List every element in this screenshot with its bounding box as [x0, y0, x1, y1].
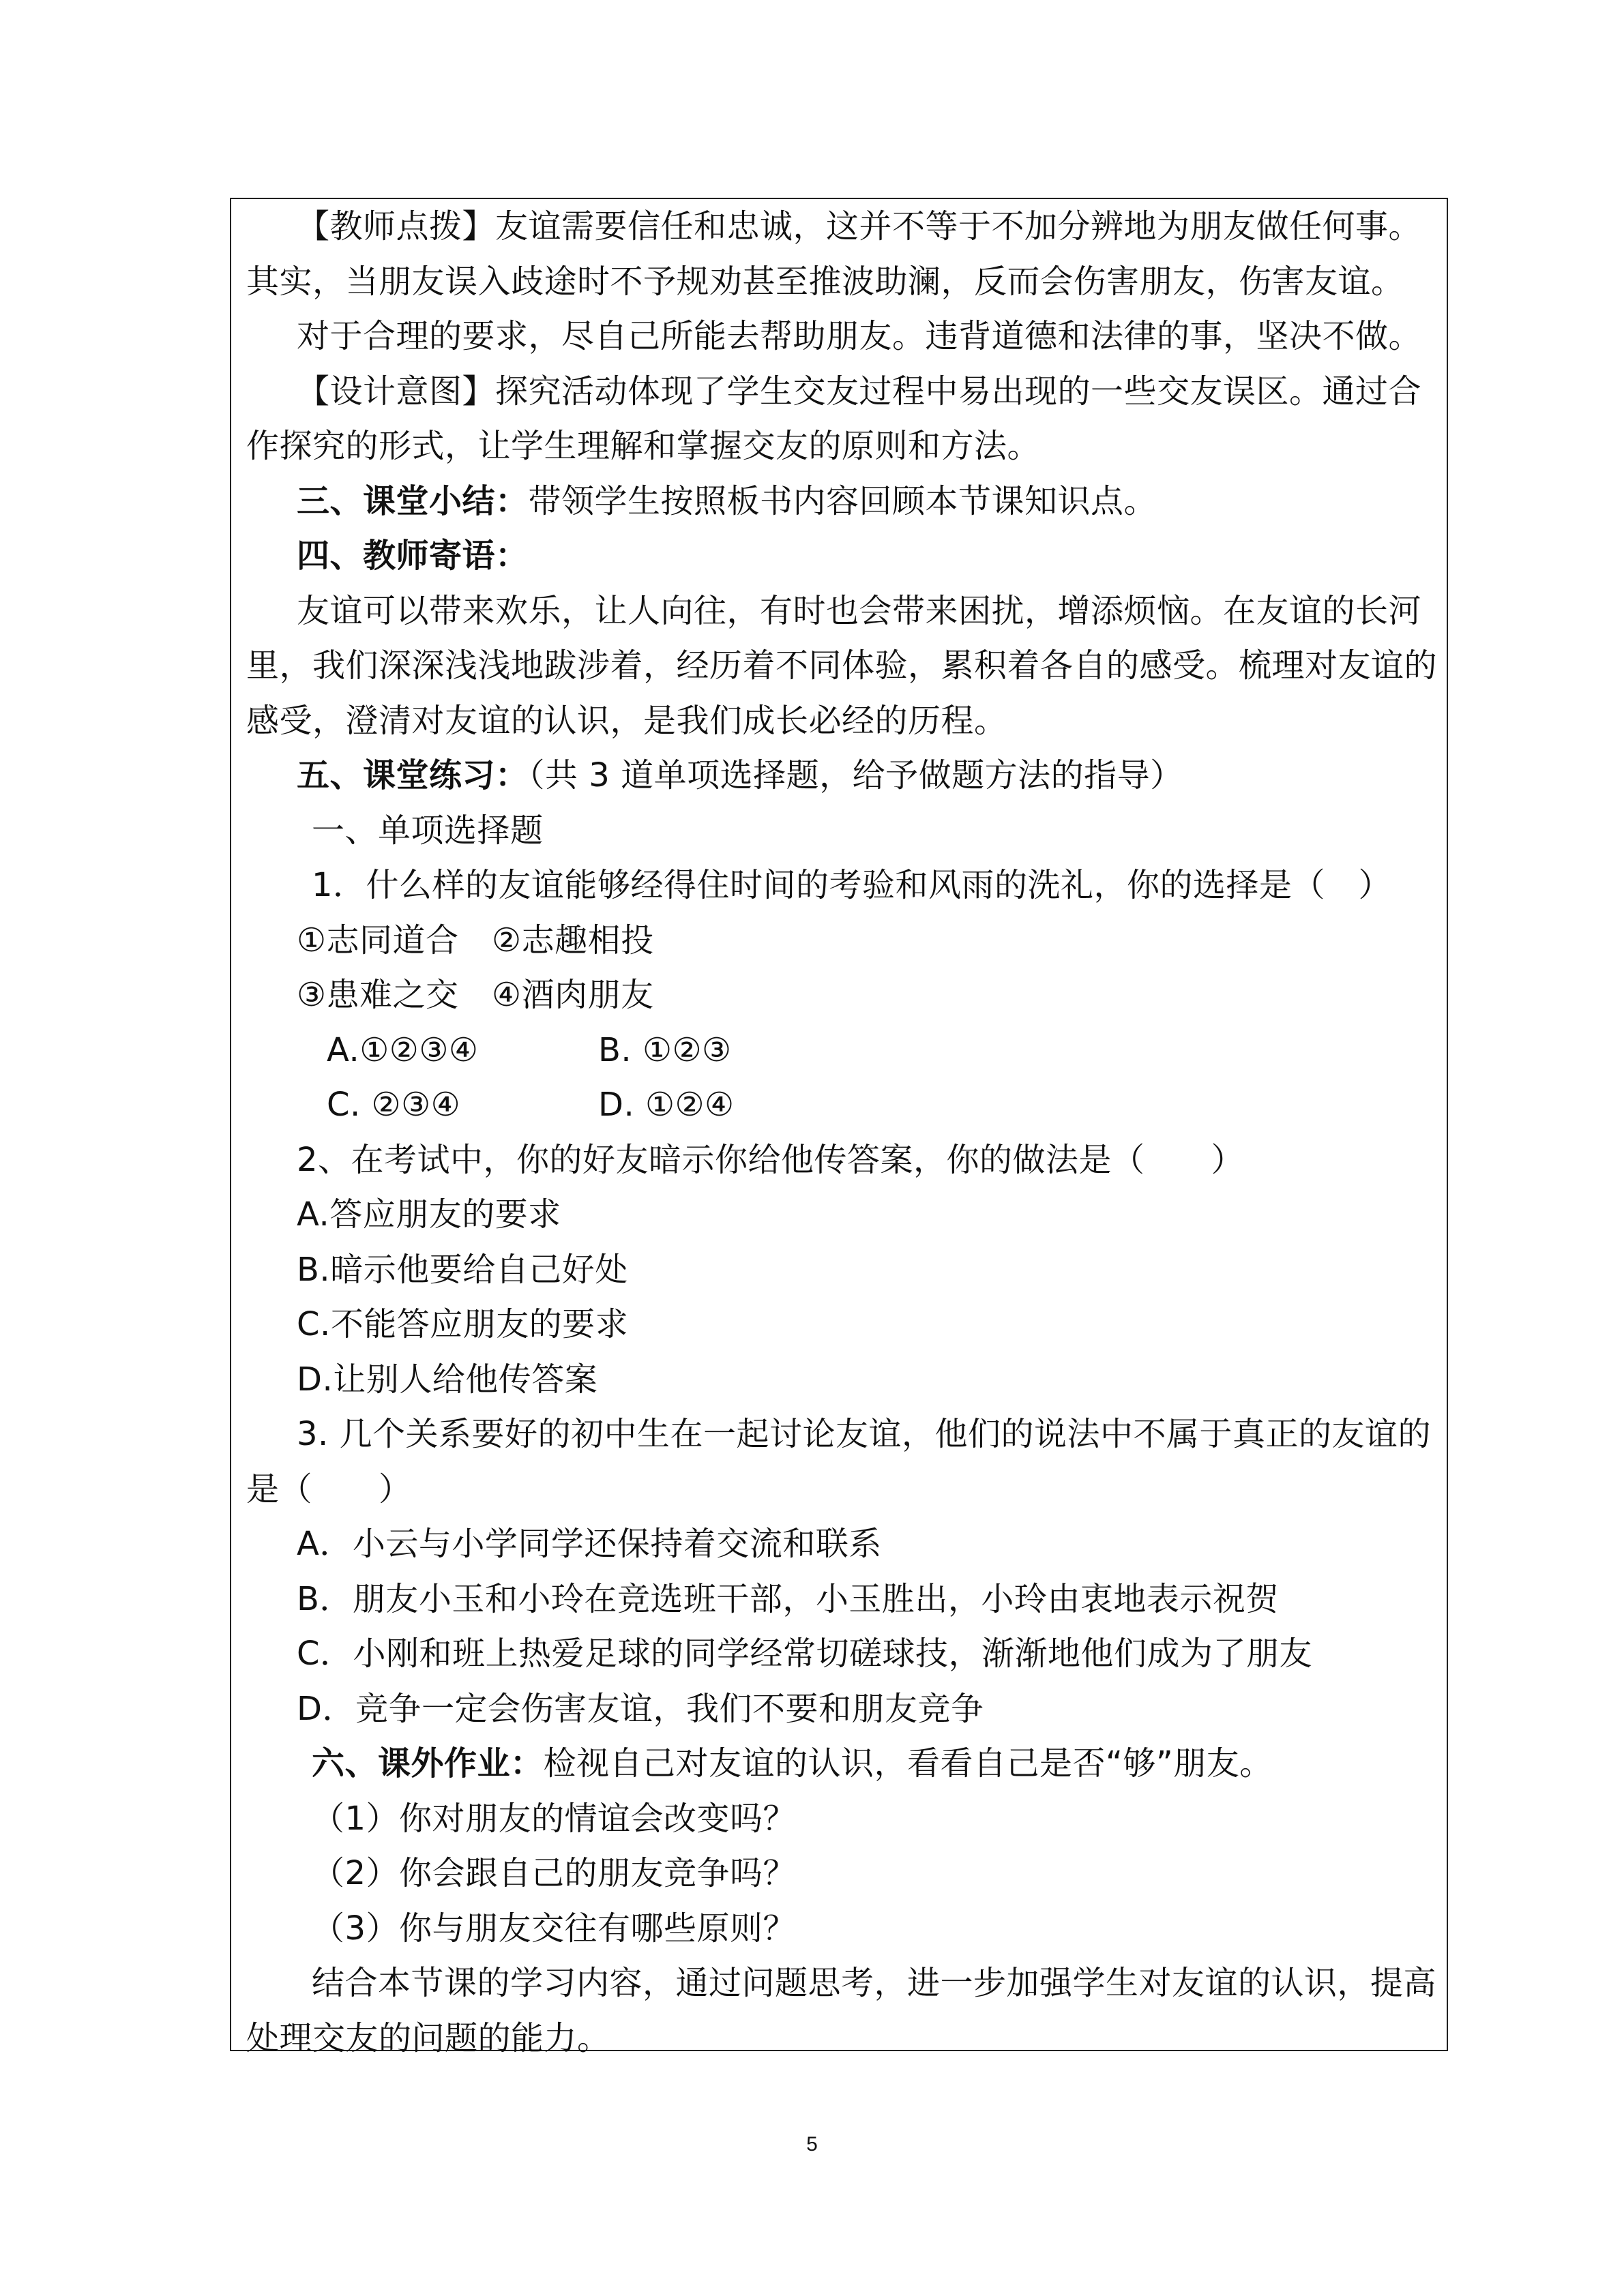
teacher-guidance-line-2: 其实，当朋友误入歧途时不予规劝甚至推波助澜，反而会伤害朋友，伤害友谊。: [246, 262, 1404, 301]
homework-closing-line-1: 结合本节课的学习内容，通过问题思考，进一步加强学生对友谊的认识，提高: [312, 1964, 1437, 2002]
single-choice-section-title: 一、单项选择题: [312, 811, 544, 850]
question-2-option-c: C.不能答应朋友的要求: [297, 1305, 629, 1343]
question-3-option-d: D．竞争一定会伤害友谊，我们不要和朋友竞争: [297, 1689, 984, 1728]
question-2-option-d: D.让别人给他传答案: [297, 1360, 598, 1399]
class-summary-heading: 三、课堂小结：: [297, 481, 529, 520]
teacher-message-line-1: 友谊可以带来欢乐，让人向往，有时也会带来困扰，增添烦恼。在友谊的长河: [297, 591, 1422, 630]
teacher-message-heading: 四、教师寄语：: [297, 537, 529, 575]
question-1-option-d: D. ①②④: [598, 1086, 735, 1124]
class-exercise-heading-line: [246, 748, 1432, 803]
lesson-content: [246, 199, 1438, 2066]
lesson-content-table: [230, 198, 1448, 2057]
homework-item-2: （2）你会跟自己的朋友竞争吗？: [312, 1854, 797, 1892]
question-1-items-line-1: ①志同道合 ②志趣相投: [297, 921, 654, 959]
question-3-option-a: A．小云与小学同学还保持着交流和联系: [297, 1525, 882, 1563]
homework-line: [246, 1736, 1432, 1791]
class-summary: 三、课堂小结：带领学生按照板书内容回顾本节课知识点。: [297, 481, 1157, 520]
design-intent-label: 【设计意图】: [297, 372, 496, 411]
teacher-guidance-label: 【教师点拨】: [297, 207, 496, 245]
homework-closing-line-2: 处理交友的问题的能力。: [246, 2018, 610, 2057]
question-3-stem-line-1: 3. 几个关系要好的初中生在一起讨论友谊，他们的说法中不属于真正的友谊的: [297, 1415, 1432, 1453]
question-2-stem: 2、在考试中，你的好友暗示你给他传答案，你的做法是（ ）: [297, 1140, 1245, 1179]
homework-item-3: （3）你与朋友交往有哪些原则？: [312, 1909, 797, 1948]
question-2-option-a: A.答应朋友的要求: [297, 1195, 561, 1234]
question-3-option-b: B．朋友小玉和小玲在竞选班干部，小玉胜出，小玲由衷地表示祝贺: [297, 1579, 1279, 1618]
question-1-stem: 1．什么样的友谊能够经得住时间的考验和风雨的洗礼，你的选择是（ ）: [312, 866, 1392, 904]
question-3-stem-line-2: 是（ ）: [246, 1470, 412, 1508]
question-1-option-a: A.①②③④: [327, 1030, 479, 1069]
teacher-message-line-3: 感受，澄清对友谊的认识，是我们成长必经的历程。: [246, 701, 1007, 740]
reasonable-request-paragraph: 对于合理的要求，尽自己所能去帮助朋友。违背道德和法律的事，坚决不做。: [297, 317, 1422, 355]
question-3-option-c: C．小刚和班上热爱足球的同学经常切磋球技，渐渐地他们成为了朋友: [297, 1635, 1313, 1673]
question-1-items-line-2: ③患难之交 ④酒肉朋友: [297, 976, 654, 1014]
question-1-options-cd: [246, 1077, 1432, 1133]
homework-item-1: （1）你对朋友的情谊会改变吗？: [312, 1799, 797, 1838]
class-exercise-note: （共 3 道单项选择题，给予做题方法的指导）: [528, 756, 1183, 794]
question-1-option-b: B. ①②③: [598, 1030, 732, 1069]
teacher-guidance-line-1: 【教师点拨】友谊需要信任和忠诚，这并不等于不加分辨地为朋友做任何事。: [297, 207, 1422, 245]
question-1-option-c: C. ②③④: [327, 1086, 461, 1124]
question-1-options-ab: [246, 1023, 1432, 1078]
page-number: 5: [806, 2133, 818, 2156]
question-2-option-b: B.暗示他要给自己好处: [297, 1250, 628, 1289]
class-exercise-heading: 五、课堂练习：: [297, 756, 529, 794]
design-intent-line-1: 【设计意图】探究活动体现了学生交友过程中易出现的一些交友误区。通过合: [297, 372, 1422, 411]
design-intent-line-2: 作探究的形式，让学生理解和掌握交友的原则和方法。: [246, 427, 1041, 465]
homework-text: 检视自己对友谊的认识，看看自己是否“够”朋友。: [543, 1744, 1273, 1783]
teacher-message-line-2: 里，我们深深浅浅地跋涉着，经历着不同体验，累积着各自的感受。梳理对友谊的: [246, 646, 1438, 685]
homework-heading: 六、课外作业：: [312, 1744, 544, 1783]
